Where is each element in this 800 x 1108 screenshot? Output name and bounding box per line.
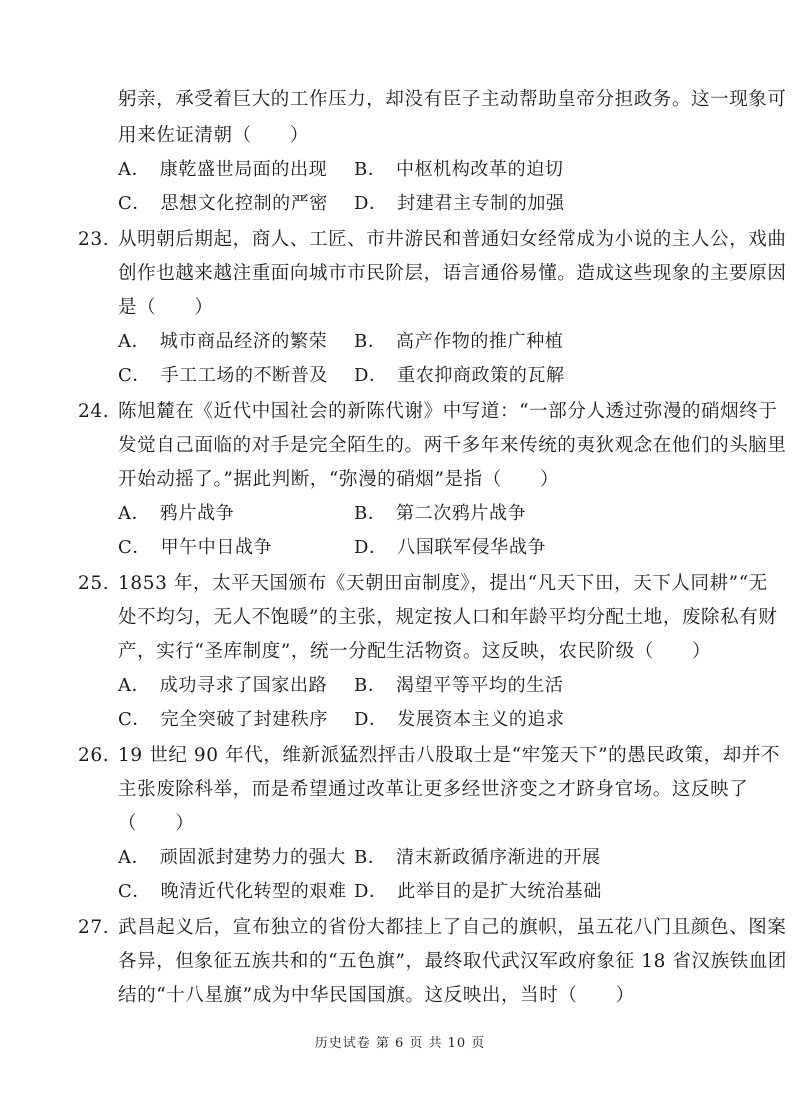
q26-option-b: B． 清末新政循序渐进的开展: [354, 847, 601, 868]
q25-option-c: C． 完全突破了封建秩序: [118, 709, 328, 730]
q24-option-d: D． 八国联军侵华战争: [354, 537, 547, 558]
q25-option-b: B． 渴望平等平均的生活: [354, 675, 564, 696]
q24-option-b: B． 第二次鸦片战争: [354, 503, 527, 524]
q23-line-3: 是（ ）: [118, 297, 214, 318]
page-footer: 历史试卷 第 6 页 共 10 页: [314, 1036, 486, 1051]
q27-line-1: 武昌起义后，宣布独立的省份大都挂上了自己的旗帜，虽五花八门且颜色、图案: [118, 917, 787, 938]
q23-number: 23.: [78, 229, 110, 250]
q23-line-2: 创作也越来越注重面向城市市民阶层，语言通俗易懂。造成这些现象的主要原因: [118, 263, 787, 284]
q23-option-c: C． 手工工场的不断普及: [118, 365, 328, 386]
q22-option-c: C． 思想文化控制的严密: [118, 193, 328, 214]
q25-line-2: 处不均匀，无人不饱暖”的主张，规定按人口和年龄平均分配土地，废除私有财: [118, 607, 778, 628]
q26-line-1: 19 世纪 90 年代，维新派猛烈抨击八股取士是“牢笼天下”的愚民政策，却并不: [118, 745, 781, 766]
q24-option-a: A． 鸦片战争: [118, 503, 235, 524]
q23-line-1: 从明朝后期起，商人、工匠、市井游民和普通妇女经常成为小说的主人公，戏曲: [118, 229, 787, 250]
q25-option-a: A． 成功寻求了国家出路: [118, 675, 328, 696]
q22-option-d: D． 封建君主专制的加强: [354, 193, 565, 214]
q22-line-2: 用来佐证清朝（ ）: [118, 125, 310, 146]
q22-option-a: A． 康乾盛世局面的出现: [118, 159, 328, 180]
q25-number: 25.: [78, 573, 110, 594]
q27-number: 27.: [78, 917, 110, 938]
q24-line-1: 陈旭麓在《近代中国社会的新陈代谢》中写道：“一部分人透过弥漫的硝烟终于: [118, 401, 778, 422]
q26-number: 26.: [78, 745, 110, 766]
q25-line-1: 1853 年，太平天国颁布《天朝田亩制度》，提出“凡天下田，天下人同耕”“无: [118, 573, 768, 594]
q26-option-d: D． 此举目的是扩大统治基础: [354, 881, 602, 902]
q23-option-b: B． 高产作物的推广种植: [354, 331, 564, 352]
q26-option-c: C． 晚清近代化转型的艰难: [118, 881, 347, 902]
q27-line-3: 结的“十八星旗”成为中华民国国旗。这反映出，当时（ ）: [118, 985, 635, 1006]
q24-line-2: 发觉自己面临的对手是完全陌生的。两千多年来传统的夷狄观念在他们的头脑里: [118, 435, 787, 456]
q27-line-2: 各异，但象征五族共和的“五色旗”，最终取代武汉军政府象征 18 省汉族铁血团: [118, 951, 788, 972]
q25-line-3: 产，实行“圣库制度”，统一分配生活物资。这反映，农民阶级（ ）: [118, 641, 712, 662]
q23-option-d: D． 重农抑商政策的瓦解: [354, 365, 565, 386]
q23-option-a: A． 城市商品经济的繁荣: [118, 331, 328, 352]
q25-option-d: D． 发展资本主义的追求: [354, 709, 565, 730]
q24-line-3: 开始动摇了。”据此判断，“弥漫的硝烟”是指（ ）: [118, 469, 560, 490]
q22-line-1: 躬亲，承受着巨大的工作压力，却没有臣子主动帮助皇帝分担政务。这一现象可: [118, 89, 787, 110]
q22-option-b: B． 中枢机构改革的迫切: [354, 159, 564, 180]
q26-option-a: A． 顽固派封建势力的强大: [118, 847, 346, 868]
q26-line-3: （ ）: [118, 813, 195, 834]
q24-number: 24.: [78, 401, 110, 422]
q24-option-c: C． 甲午中日战争: [118, 537, 273, 558]
q26-line-2: 主张废除科举，而是希望通过改革让更多经世济变之才跻身官场。这反映了: [118, 779, 749, 800]
